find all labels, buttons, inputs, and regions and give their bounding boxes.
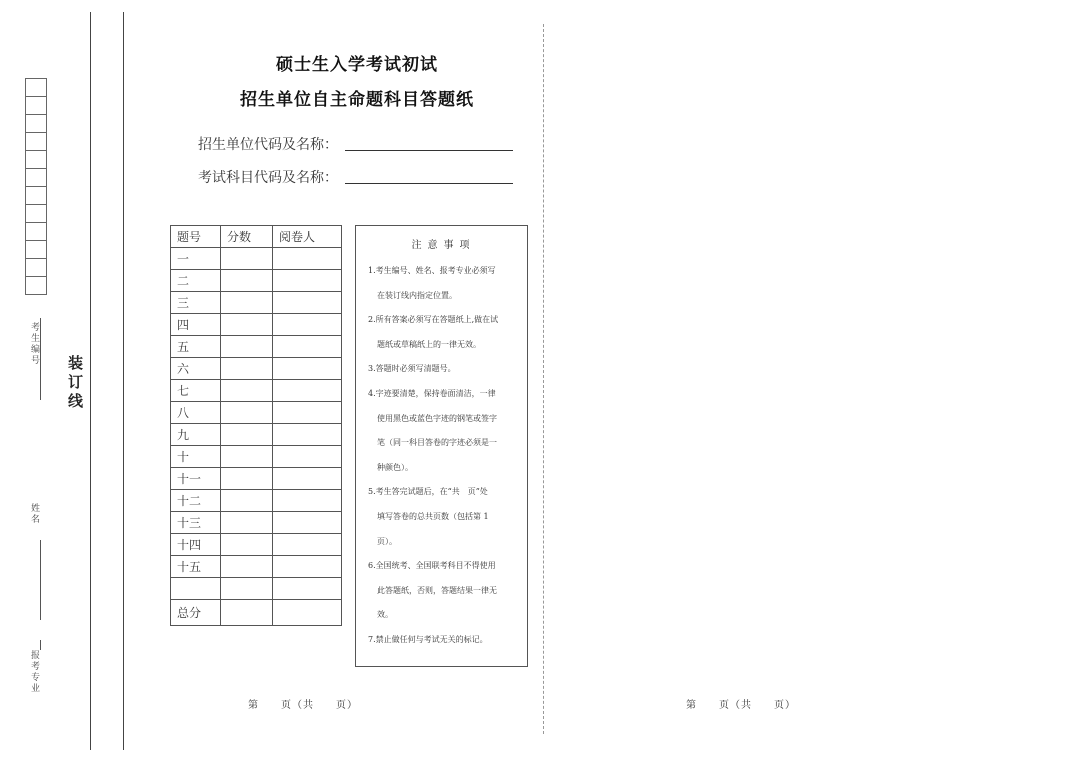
table-row (171, 336, 342, 358)
grader-cell[interactable] (273, 424, 342, 446)
score-cell[interactable] (221, 490, 273, 512)
id-digit-box[interactable] (26, 151, 46, 169)
grader-cell[interactable] (273, 446, 342, 468)
question-number-cell: 十四 (171, 534, 221, 556)
grader-cell[interactable] (273, 468, 342, 490)
grader-cell[interactable] (273, 270, 342, 292)
subject-code-label: 考试科目代码及名称： (198, 170, 338, 186)
question-number-cell: 一 (171, 248, 221, 270)
id-digit-box[interactable] (26, 169, 46, 187)
header-question-no: 题号 (171, 226, 221, 248)
table-row (171, 468, 342, 490)
notes-title: 注意事项 (411, 240, 476, 251)
unit-code-label: 招生单位代码及名称： (198, 137, 338, 153)
grader-cell[interactable] (273, 556, 342, 578)
grader-cell[interactable] (273, 248, 342, 270)
grader-cell[interactable] (273, 336, 342, 358)
table-row (171, 534, 342, 556)
table-row (171, 248, 342, 270)
header-score: 分数 (221, 226, 273, 248)
grader-cell[interactable] (273, 490, 342, 512)
grader-cell[interactable] (273, 292, 342, 314)
id-digit-box[interactable] (26, 133, 46, 151)
id-digit-box[interactable] (26, 115, 46, 133)
note-line: 题纸或草稿纸上的一律无效。 (377, 339, 481, 349)
grader-cell[interactable] (273, 314, 342, 336)
name-label: 姓名 (29, 503, 39, 525)
total-label: 总分 (171, 600, 221, 626)
table-row (171, 424, 342, 446)
note-line: 使用黑色或蓝色字迹的钢笔或签字 (377, 413, 497, 423)
table-row (171, 578, 342, 600)
note-line: 7.禁止做任何与考试无关的标记。 (368, 634, 488, 644)
major-label: 报考专业 (29, 650, 39, 694)
note-line: 效。 (377, 610, 393, 620)
binding-rule-outer (90, 12, 91, 750)
score-cell[interactable] (221, 534, 273, 556)
score-cell[interactable] (221, 402, 273, 424)
score-cell[interactable] (221, 556, 273, 578)
grader-cell[interactable] (273, 512, 342, 534)
score-cell[interactable] (221, 336, 273, 358)
question-number-cell: 十二 (171, 490, 221, 512)
table-row (171, 446, 342, 468)
table-row (171, 402, 342, 424)
grader-cell[interactable] (273, 534, 342, 556)
table-header-row (171, 226, 342, 248)
total-score-cell[interactable] (221, 600, 273, 626)
header-grader: 阅卷人 (273, 226, 342, 248)
score-cell[interactable] (221, 292, 273, 314)
question-number-cell: 六 (171, 358, 221, 380)
page-divider (543, 24, 544, 734)
question-number-cell: 二 (171, 270, 221, 292)
id-digit-box[interactable] (26, 187, 46, 205)
note-line: 笔（同一科目答卷的字迹必须是一 (377, 438, 497, 448)
page-footer-left: 第 页（共 页） (248, 700, 358, 711)
grader-cell[interactable] (273, 380, 342, 402)
score-cell[interactable] (221, 578, 273, 600)
score-cell[interactable] (221, 380, 273, 402)
id-digit-box[interactable] (26, 241, 46, 259)
table-row (171, 380, 342, 402)
note-line: 页）。 (377, 536, 397, 546)
grader-cell[interactable] (273, 358, 342, 380)
question-number-cell: 十一 (171, 468, 221, 490)
note-line: 6.全国统考、全国联考科目不得使用 (368, 561, 496, 571)
major-line (40, 640, 41, 650)
page-footer-right: 第 页（共 页） (686, 700, 796, 711)
score-cell[interactable] (221, 468, 273, 490)
note-line: 种颜色）。 (377, 462, 413, 472)
score-cell[interactable] (221, 270, 273, 292)
id-digit-box[interactable] (26, 205, 46, 223)
title-line-2: 招生单位自主命题科目答题纸 (240, 90, 474, 110)
score-cell[interactable] (221, 512, 273, 534)
name-line (40, 540, 41, 620)
id-digit-box[interactable] (26, 277, 46, 295)
id-digit-box[interactable] (26, 223, 46, 241)
binding-line-text: 装订线 (66, 355, 84, 412)
id-digit-box[interactable] (26, 79, 46, 97)
score-cell[interactable] (221, 446, 273, 468)
score-cell[interactable] (221, 248, 273, 270)
binding-rule-inner (123, 12, 124, 750)
grader-cell[interactable] (273, 578, 342, 600)
subject-code-input[interactable] (345, 183, 513, 184)
table-row (171, 314, 342, 336)
note-line: 2.所有答案必须写在答题纸上,做在试 (368, 315, 499, 325)
total-row (171, 600, 342, 626)
note-line: 填写答卷的总共页数（包括第 1 (377, 511, 489, 521)
note-line: 4.字迹要清楚，保持卷面清洁，一律 (368, 388, 496, 398)
table-row (171, 292, 342, 314)
question-number-cell: 十五 (171, 556, 221, 578)
question-number-cell: 五 (171, 336, 221, 358)
score-cell[interactable] (221, 314, 273, 336)
score-cell[interactable] (221, 424, 273, 446)
note-line: 在装订线内指定位置。 (377, 290, 457, 300)
table-row (171, 358, 342, 380)
total-grader-cell[interactable] (273, 600, 342, 626)
notes-list (368, 265, 519, 646)
question-number-cell: 十三 (171, 512, 221, 534)
grader-cell[interactable] (273, 402, 342, 424)
score-cell[interactable] (221, 358, 273, 380)
question-number-cell: 七 (171, 380, 221, 402)
table-row (171, 270, 342, 292)
notes-box (355, 225, 528, 667)
question-number-cell (171, 578, 221, 600)
table-row (171, 512, 342, 534)
student-id-boxes[interactable] (25, 78, 47, 295)
question-number-cell: 十 (171, 446, 221, 468)
note-line: 1.考生编号、姓名、报考专业必须写 (368, 266, 496, 275)
note-line: 此答题纸，否则，答题结果一律无 (377, 585, 497, 595)
note-line: 5.考生答完试题后，在“共 页”处 (368, 487, 488, 497)
question-number-cell: 八 (171, 402, 221, 424)
question-number-cell: 三 (171, 292, 221, 314)
student-id-line (40, 318, 41, 400)
title-line-1: 硕士生入学考试初试 (276, 55, 438, 75)
question-number-cell: 四 (171, 314, 221, 336)
question-number-cell: 九 (171, 424, 221, 446)
score-table (170, 225, 342, 626)
id-digit-box[interactable] (26, 97, 46, 115)
table-row (171, 490, 342, 512)
student-id-label: 考生编号 (29, 322, 39, 366)
unit-code-input[interactable] (345, 150, 513, 151)
id-digit-box[interactable] (26, 259, 46, 277)
table-row (171, 556, 342, 578)
note-line: 3.答题时必须写清题号。 (368, 364, 456, 374)
